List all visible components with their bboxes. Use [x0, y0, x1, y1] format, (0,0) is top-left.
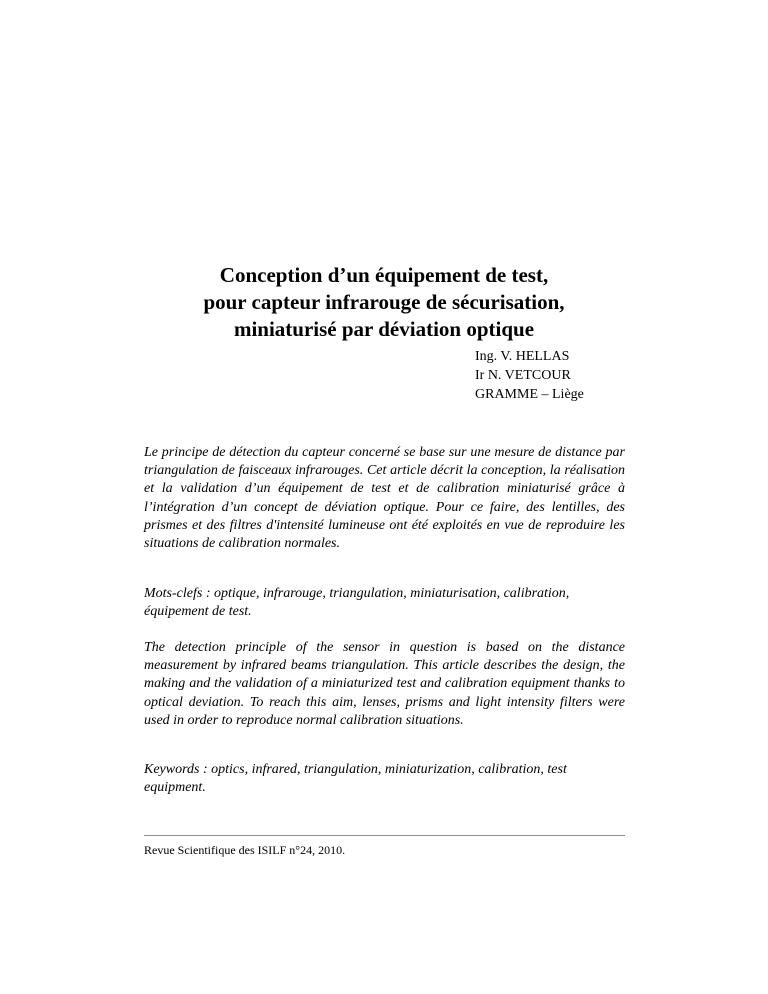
journal-footer: Revue Scientifique des ISILF n°24, 2010. — [144, 843, 346, 857]
abstract-english: The detection principle of the sensor in question is based on the distance measurement by infrared beams triangulation. This article describes the design, the making and the validation of a miniaturized test and calibration equipment thanks to optical deviation. To reach this aim, lenses, prisms and light intensity filters were used in order to reproduce normal calibration situations. — [144, 640, 625, 728]
abstract-french: Le principe de détection du capteur concerné se base sur une mesure de distance par triangulation de faisceaux infrarouges. Cet article décrit la conception, la réalisation et la validation d’un équipement de test et de calibration miniaturisé grâce à l’intégration d’un concept de déviation optique. Pour ce faire, des lentilles, des prismes et des filtres d'intensité lumineuse ont été exploités en vue de reproduire les situations de calibration normales. — [144, 445, 625, 552]
footnote-divider — [144, 835, 625, 836]
author-1: Ing. V. HELLAS — [475, 349, 570, 364]
affiliation: GRAMME – Liège — [475, 387, 584, 402]
title-line-3: miniaturisé par déviation optique — [233, 317, 535, 341]
author-2: Ir N. VETCOUR — [475, 368, 571, 383]
title-line-1: Conception d’un équipement de test, — [219, 263, 549, 287]
author-block — [475, 347, 584, 404]
page-title — [140, 262, 628, 343]
keywords-english: Keywords : optics, infrared, triangulation, miniaturization, calibration, test equipment. — [144, 762, 567, 796]
title-line-2: pour capteur infrarouge de sécurisation, — [203, 290, 565, 314]
keywords-french: Mots-clefs : optique, infrarouge, triangulation, miniaturisation, calibration, équipement de test. — [144, 586, 570, 620]
